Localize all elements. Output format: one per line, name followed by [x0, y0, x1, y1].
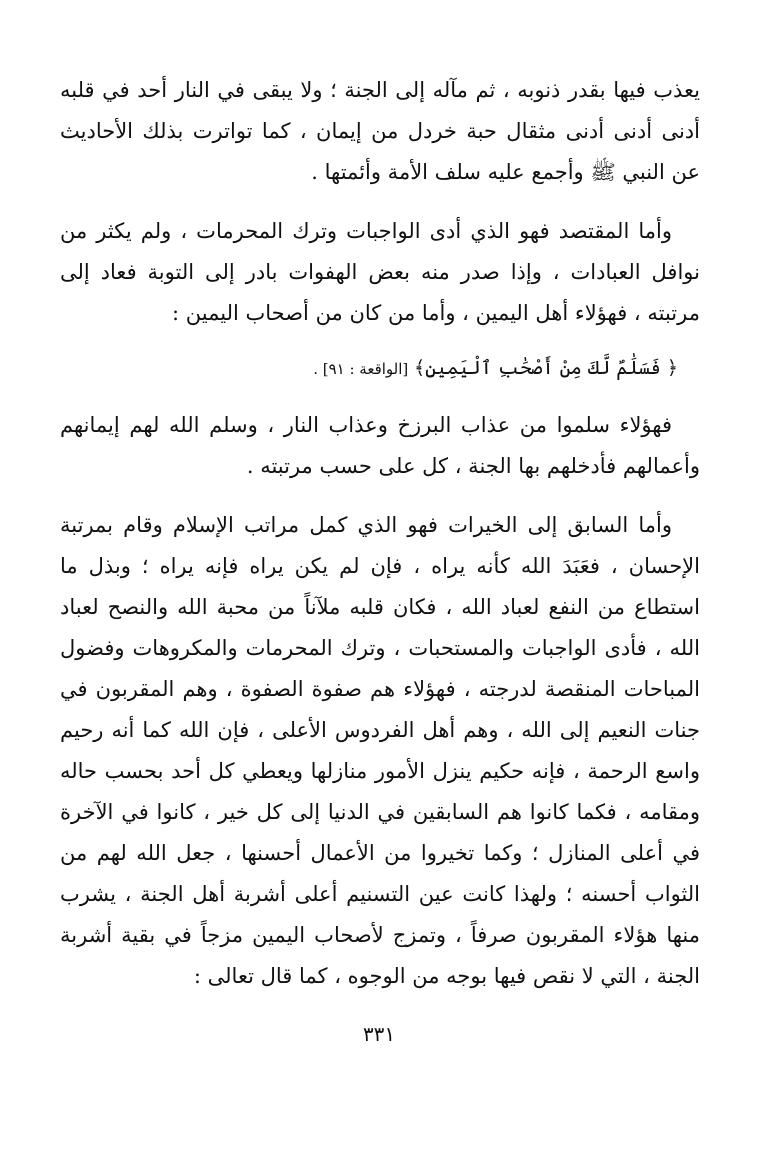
verse-reference: [الواقعة : ٩١] .: [313, 360, 409, 378]
verse-text: ﴿ فَسَلَٰمٌ لَّكَ مِنْ أَصْحَٰبِ ٱلْيَمِينِ﴾: [414, 357, 678, 379]
paragraph-4: وأما السابق إلى الخيرات فهو الذي كمل مراتب الإسلام وقام بمرتبة الإحسان ، فعَبَدَ الله كأنه يراه ، فإن لم يكن يراه فإنه يراه ؛ وبذل ما استطاع من النفع لعباد الله ، فكان قلبه ملآناً من محبة الله والنصح لعباد الله ، فأدى الواجبات والمستحبات ، وترك المحرمات والمكروهات وفضول المباحات المنقصة لدرجته ، فهؤلاء هم صفوة الصفوة ، وهم المقربون في جنات النعيم إلى الله ، وهم أهل الفردوس الأعلى ، فإن الله كما أنه رحيم واسع الرحمة ، فإنه حكيم ينزل الأمور منازلها ويعطي كل أحد بحسب حاله ومقامه ، فكما كانوا هم السابقين في الدنيا إلى كل خير ، كانوا في الآخرة في أعلى المنازل ؛ وكما تخيروا من الأعمال أحسنها ، جعل الله لهم من الثواب أحسنه ؛ ولهذا كانت عين التسنيم أعلى أشربة أهل الجنة ، يشرب منها هؤلاء المقربون صرفاً ، وتمزج لأصحاب اليمين مزجاً في بقية أشربة الجنة ، التي لا نقص فيها بوجه من الوجوه ، كما قال تعالى :: [60, 513, 700, 988]
paragraph-2: وأما المقتصد فهو الذي أدى الواجبات وترك المحرمات ، ولم يكثر من نوافل العبادات ، وإذا صدر منه بعض الهفوات بادر إلى التوبة فعاد إلى مرتبته ، فهؤلاء أهل اليمين ، وأما من كان من أصحاب اليمين :: [60, 219, 700, 325]
paragraph-3: فهؤلاء سلموا من عذاب البرزخ وعذاب النار ، وسلم الله لهم إيمانهم وأعمالهم فأدخلهم بها الجنة ، كل على حسب مرتبته .: [60, 413, 700, 478]
page-number: ٣٣١: [362, 1022, 396, 1046]
paragraph-1: يعذب فيها بقدر ذنوبه ، ثم مآله إلى الجنة ؛ ولا يبقى في النار أحد في قلبه أدنى أدنى أدنى مثقال حبة خردل من إيمان ، كما تواترت بذلك الأحاديث عن النبي ﷺ وأجمع عليه سلف الأمة وأئمتها .: [60, 78, 700, 184]
quran-verse: [60, 352, 700, 385]
document-page: [60, 70, 700, 1130]
